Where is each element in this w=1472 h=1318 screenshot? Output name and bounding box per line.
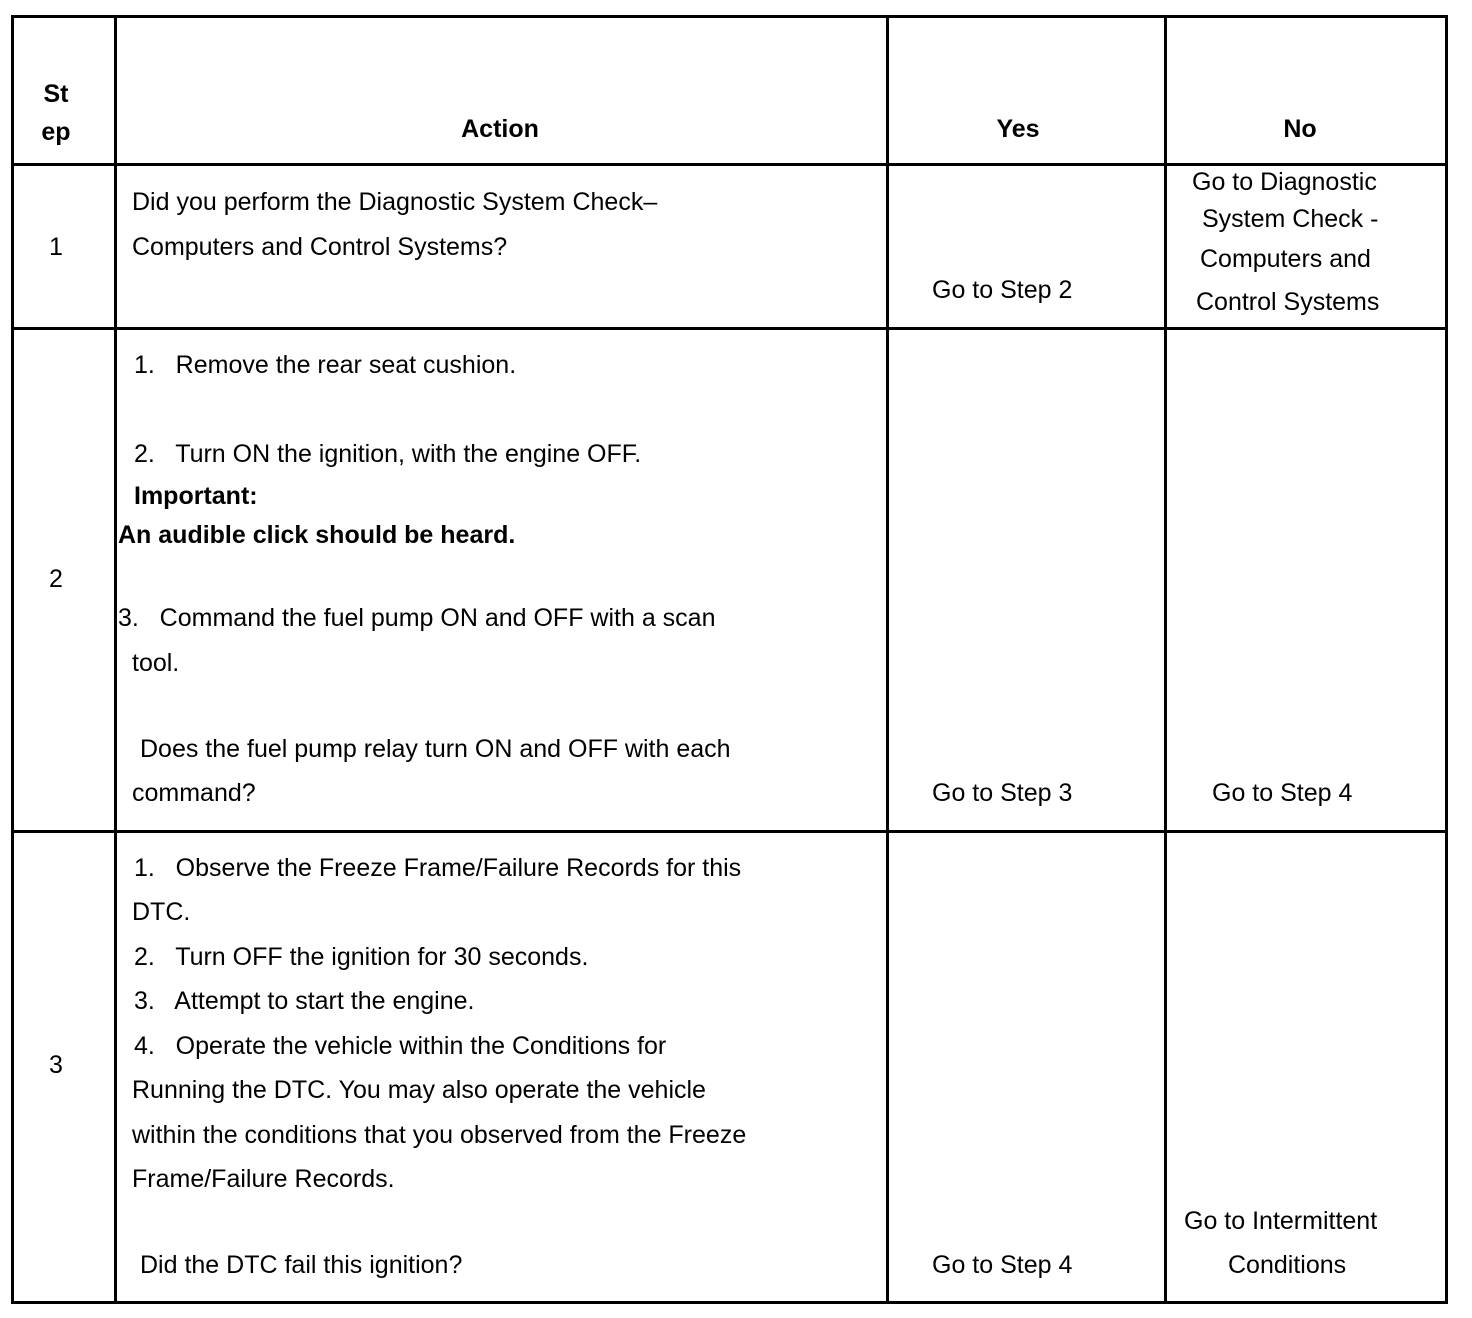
row3-action-item2: 2. Turn OFF the ignition for 30 seconds. [134,943,589,971]
row3-action-item4-cont3: Frame/Failure Records. [132,1165,395,1193]
row2-important-note: An audible click should be heard. [118,521,516,549]
row-divider [14,830,1445,833]
column-divider [886,18,889,1301]
column-divider [114,18,117,1301]
header-step [14,75,98,151]
row3-action-item4-cont2: within the conditions that you observed from the Freeze [132,1121,747,1149]
row3-action-item4-cont1: Running the DTC. You may also operate the vehicle [132,1076,706,1104]
row3-action-item4: 4. Operate the vehicle within the Conditions for [134,1032,667,1060]
row3-yes: Go to Step 4 [932,1251,1073,1279]
row1-no-line3: Computers and [1200,245,1371,273]
row3-action-item3: 3. Attempt to start the engine. [134,987,475,1015]
row1-no-line4: Control Systems [1196,288,1380,316]
row1-no-line1: Go to Diagnostic [1192,168,1377,196]
row1-action-line1: Did you perform the Diagnostic System Check– [132,188,658,216]
row3-no-line2: Conditions [1228,1251,1347,1279]
row3-question: Did the DTC fail this ignition? [140,1251,463,1279]
row-divider [14,163,1445,166]
row1-no-line2: System Check - [1202,205,1379,233]
header-yes: Yes [996,115,1040,143]
row2-question-line2: command? [132,779,256,807]
step-number: 1 [49,233,63,261]
row3-no-line1: Go to Intermittent [1184,1207,1378,1235]
row1-action-line2: Computers and Control Systems? [132,233,508,261]
row1-yes: Go to Step 2 [932,276,1073,304]
header-step-line1: St [43,80,69,108]
row2-action-item1: 1. Remove the rear seat cushion. [134,351,517,379]
header-action: Action [461,115,539,143]
column-divider [1164,18,1167,1301]
row2-no: Go to Step 4 [1212,779,1353,807]
row2-important-label: Important: [134,482,258,510]
row2-action-item3: 3. Command the fuel pump ON and OFF with a scan [118,604,716,632]
header-step-line2: ep [41,118,71,146]
row2-question-line1: Does the fuel pump relay turn ON and OFF with each [140,735,731,763]
step-number: 2 [49,565,63,593]
row2-action-item3-cont: tool. [132,649,180,677]
header-no: No [1283,115,1317,143]
row2-yes: Go to Step 3 [932,779,1073,807]
row3-action-item1-cont: DTC. [132,898,191,926]
row3-action-item1: 1. Observe the Freeze Frame/Failure Records for this [134,854,742,882]
row-divider [14,327,1445,330]
step-number: 3 [49,1051,63,1079]
row2-action-item2: 2. Turn ON the ignition, with the engine OFF. [134,440,642,468]
